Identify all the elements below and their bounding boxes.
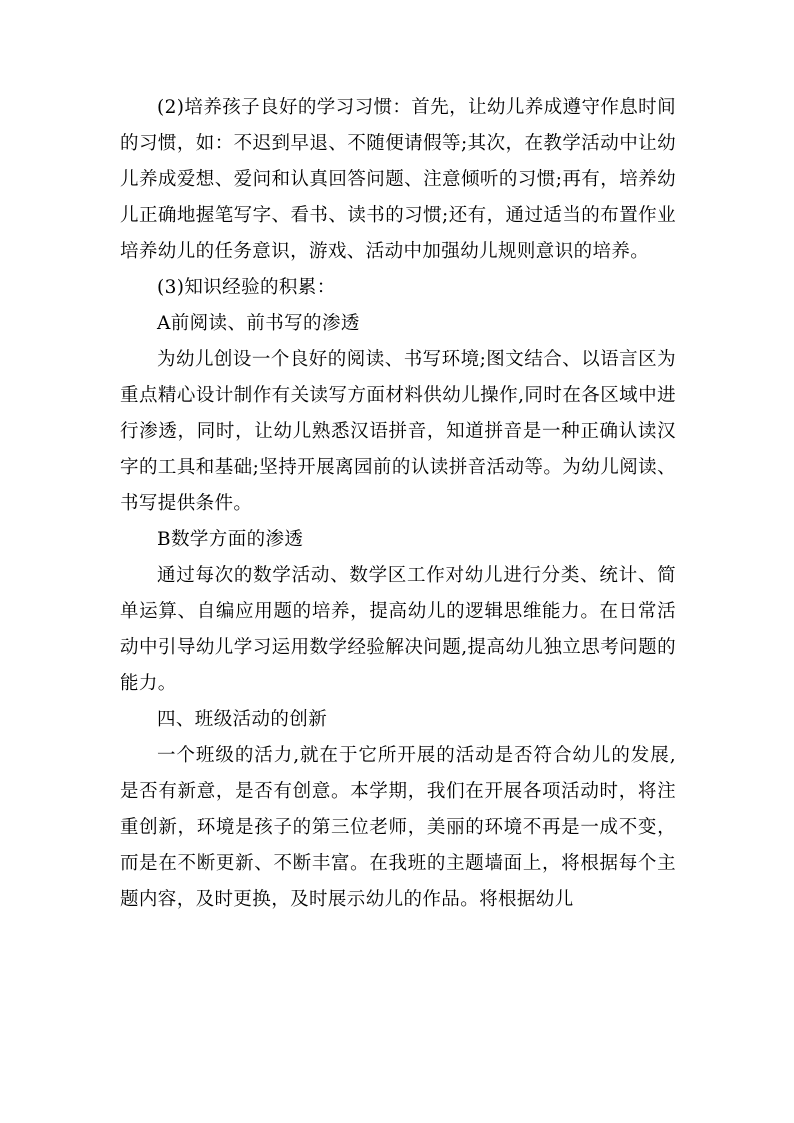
document-page bbox=[120, 90, 676, 918]
paragraph-reading-writing: 为幼儿创设一个良好的阅读、书写环境;图文结合、以语言区为重点精心设计制作有关读写方面材料供幼儿操作,同时在各区域中进行渗透，同时，让幼儿熟悉汉语拼音，知道拼音是一种正确认读汉字的工具和基础;坚持开展离园前的认读拼音活动等。为幼儿阅读、书写提供条件。 bbox=[120, 349, 676, 514]
heading-knowledge-accumulation: (3)知识经验的积累： bbox=[157, 277, 336, 298]
paragraph-math: 通过每次的数学活动、数学区工作对幼儿进行分类、统计、简单运算、自编应用题的培养，提高幼儿的逻辑思维能力。在日常活动中引导幼儿学习运用数学经验解决问题,提高幼儿独立思考问题的能力。 bbox=[120, 565, 676, 694]
heading-math: B数学方面的渗透 bbox=[157, 529, 304, 550]
heading-reading-writing: A前阅读、前书写的渗透 bbox=[157, 313, 360, 334]
paragraph-class-activity-innovation: 一个班级的活力,就在于它所开展的活动是否符合幼儿的发展,是否有新意，是否有创意。本学期，我们在开展各项活动时，将注重创新，环境是孩子的第三位老师，美丽的环境不再是一成不变，而是在不断更新、不断丰富。在我班的主题墙面上，将根据每个主题内容，及时更换，及时展示幼儿的作品。将根据幼儿 bbox=[120, 745, 676, 910]
paragraph-study-habits: (2)培养孩子良好的学习习惯：首先，让幼儿养成遵守作息时间的习惯，如：不迟到早退、不随便请假等;其次，在教学活动中让幼儿养成爱想、爱问和认真回答问题、注意倾听的习惯;再有，培养幼儿正确地握笔写字、看书、读书的习惯;还有，通过适当的布置作业培养幼儿的任务意识，游戏、活动中加强幼儿规则意识的培养。 bbox=[120, 97, 676, 262]
heading-class-activity-innovation: 四、班级活动的创新 bbox=[157, 709, 328, 730]
